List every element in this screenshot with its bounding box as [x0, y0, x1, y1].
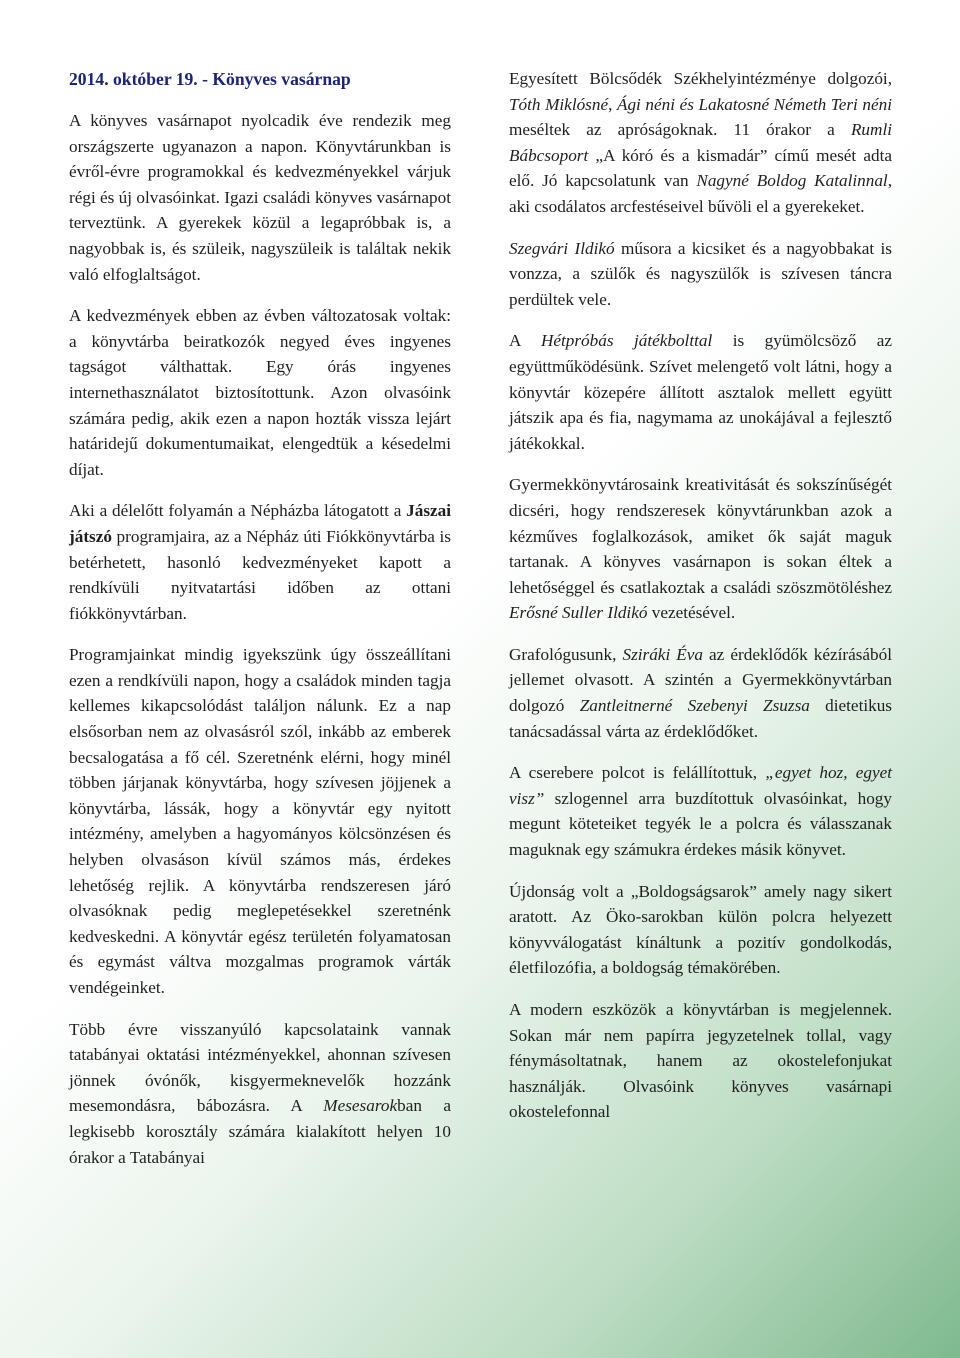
left-column	[69, 66, 451, 1186]
paragraph-nephaz: Aki a délelőtt folyamán a Népházba látogatott a Jászai játszó programjaira, az a Népház úti Fiókkönyvtárba is betérhetett, hasonló kedvezményeket kapott a rendkívüli nyitvatartási időben az ottani fiókkönyvtárban.	[69, 501, 451, 623]
paragraph-intro: A könyves vasárnapot nyolcadik éve rendezik meg országszerte ugyanazon a napon. Könyvtárunkban is évről-évre programokkal és kedvezményekkel várjuk régi és új olvasóinkat. Igazi családi könyves vasárnapot terveztünk. A gyerekek közül a legapróbbak is, a nagyobbak is, és szüleik, nagyszüleik is találtak nekik való elfoglaltságot.	[69, 111, 451, 284]
paragraph-graphology: Grafológusunk, Sziráki Éva az érdeklődők kézírásából jellemet olvasott. A szintén a Gyermekkönyvtárban dolgozó Zantleitnerné Szebenyi Zsuzsa dietetikus tanácsadással várta az érdeklődőket.	[509, 644, 893, 741]
paragraph-storytellers: Egyesített Bölcsődék Székhelyintézménye dolgozói, Tóth Miklósné, Ági néni és Lakatosné Németh Teri néni meséltek az apróságoknak. 11 órakor a Rumli Bábcsoport „A kóró és a kismadár” című mesét adta elő. Jó kapcsolatunk van Nagyné Boldog Katalinnal, aki csodálatos arcfestéseivel bűvöli el a gyerekeket.	[509, 69, 892, 216]
program-name: Jászai játszó	[69, 501, 451, 546]
right-column	[509, 66, 892, 1141]
article-title: 2014. október 19. - Könyves vasárnap	[69, 69, 351, 89]
paragraph-programs: Programjainkat mindig igyekszünk úgy összeállítani ezen a rendkívüli napon, hogy a családok minden tagja kellemes kikapcsolódást találjon nálunk. Ez a nap elsősorban nem az olvasásról szól, inkább az emberek becsalogatása a fő cél. Szeretnénk elérni, hogy minél többen járjanak könyvtárba, hogy szívesen jöjjenek a könyvtárba, lássák, hogy a könyvtár egy nyitott intézmény, amelyben a hagyományos kölcsönzésen és helyben olvasáson kívül számos más, érdekes lehetőség rejlik. A könyvtárba rendszeresen járó olvasóknak pedig meglepetésekkel szeretnénk kedveskedni. A könyvtár egész területén folyamatosan és egymást váltva mozgalmas programok várták vendégeinket.	[69, 645, 451, 997]
paragraph-crafts: Gyermekkönyvtárosaink kreativitását és sokszínűségét dicséri, hogy rendszeresek könyvtárunkban azok a kézműves foglalkozások, amiket ők saját maguk tartanak. A könyves vasárnapon is sokan éltek a lehetőséggel és csatlakoztak a családi szöszmötöléshez Erősné Suller Ildikó vezetésével.	[509, 475, 892, 623]
paragraph-happiness-corner: Újdonság volt a „Boldogságsarok” amely nagy sikert aratott. Az Öko-sarokban külön polcra helyezett könyvválogatást kínáltunk a pozitív gondolkodás, életfilozófia, a boldogság témakörében.	[509, 881, 892, 978]
paragraph-dance: Szegvári Ildikó műsora a kicsiket és a nagyobbakat is vonzza, a szülők és nagyszülők is szívesen táncra perdültek vele.	[509, 238, 892, 309]
paragraph-book-swap: A cserebere polcot is felállítottuk, „egyet hoz, egyet visz” szlogennel arra buzdítottuk olvasóinkat, hogy megunt köteteiket tegyék le a polcra és válasszanak maguknak egy számukra érdekes másik könyvet.	[509, 763, 892, 860]
paragraph-discounts: A kedvezmények ebben az évben változatosak voltak: a könyvtárba beiratkozók negyed éves ingyenes tagságot válthattak. Egy órás ingyenes internethasználatot biztosítottunk. Azon olvasóink számára pedig, akik ezen a napon hozták vissza lejárt határidejű dokumentumaikat, elengedtük a késedelmi díjat.	[69, 306, 451, 479]
paragraph-partnerships: Több évre visszanyúló kapcsolataink vannak tatabányai oktatási intézményekkel, ahonnan szívesen jönnek óvónők, kisgyermeknevelők hozzánk mesemondásra, bábozásra. A Mesesarokban a legkisebb korosztály számára kialakított helyen 10 órakor a Tatabányai	[69, 1019, 451, 1167]
paragraph-modern-tools: A modern eszközök a könyvtárban is megjelennek. Sokan már nem papírra jegyzetelnek tollal, vagy fénymásoltatnak, hanem az okostelefonjukat használják. Olvasóink könyves vasárnapi okostelefonnal	[509, 1000, 892, 1122]
paragraph-games: A Hétpróbás játékbolttal is gyümölcsöző az együttműködésünk. Szívet melengető volt látni, hogy a könyvtár közepére állított asztalok mellett együtt játszik apa és fia, nagymama az unokájával a fejlesztő játékokkal.	[509, 331, 893, 453]
